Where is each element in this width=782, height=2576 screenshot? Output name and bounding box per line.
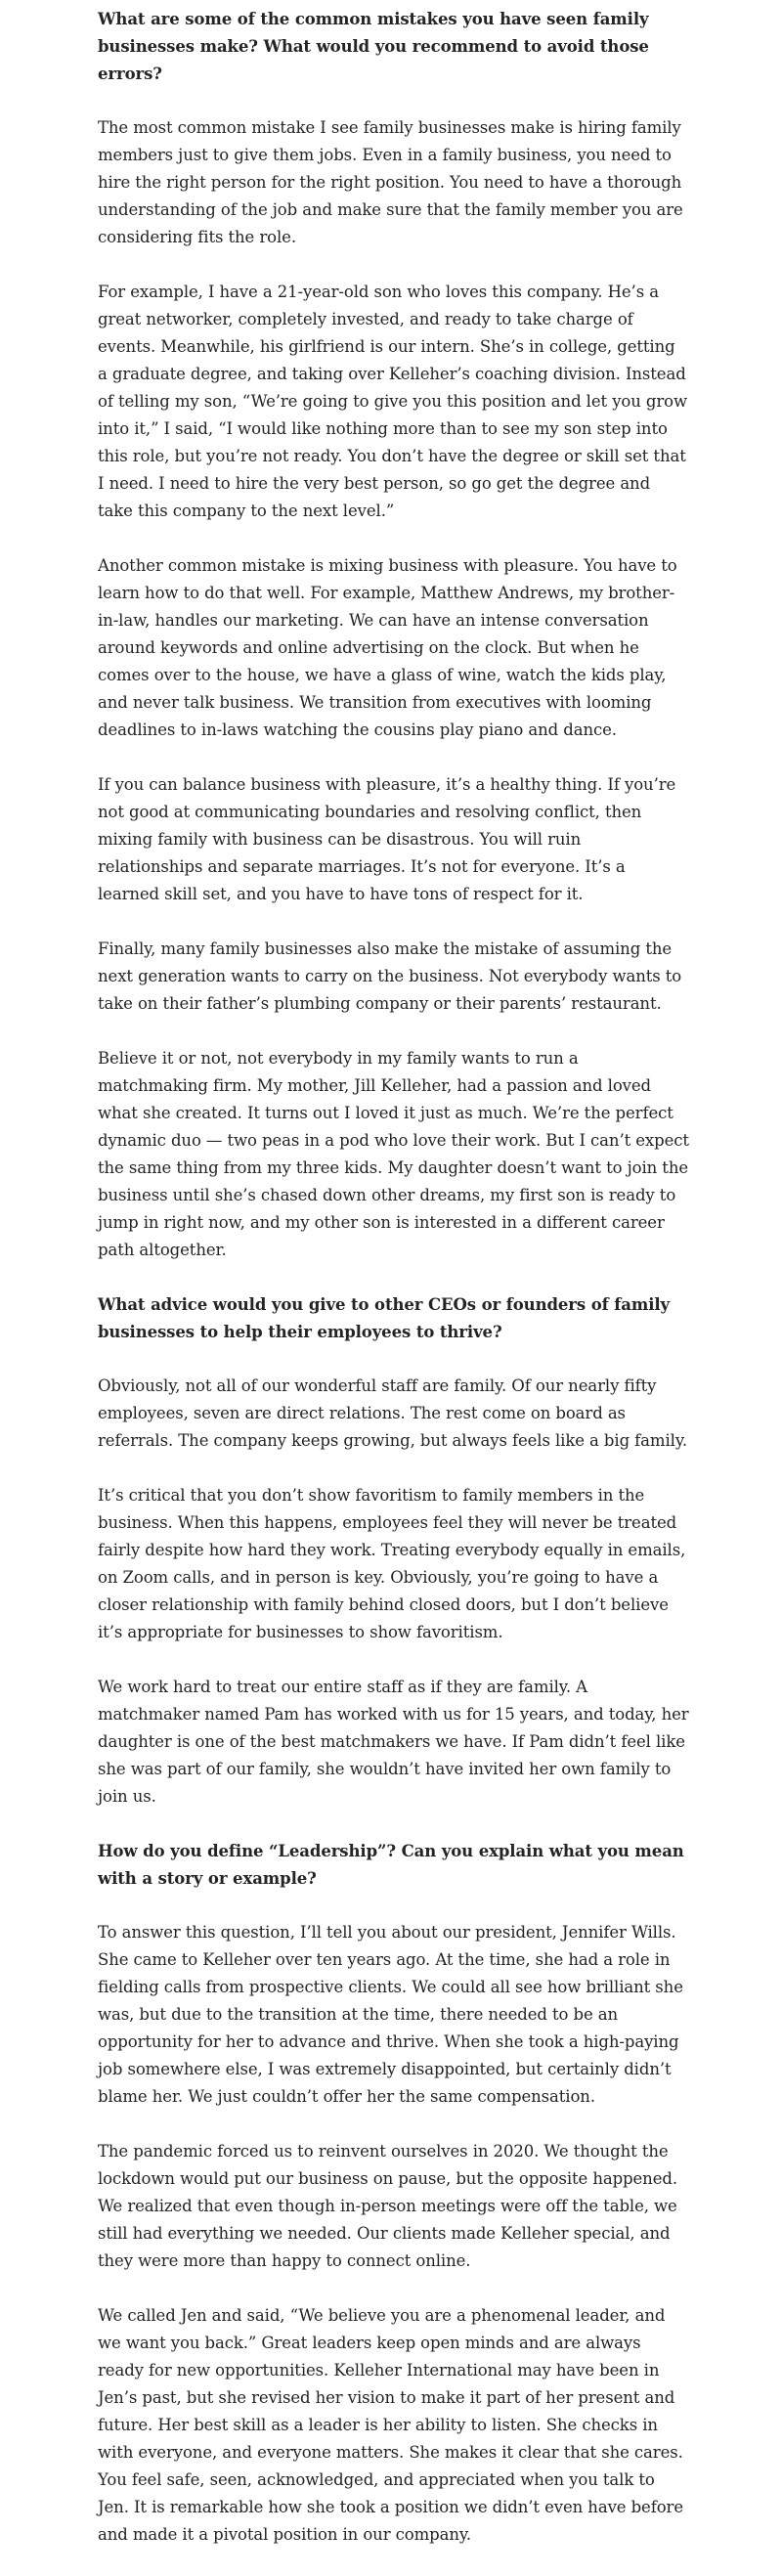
answer-paragraph: The most common mistake I see family businesses make is hiring family members just to give them jobs. Even in a family business, you need to hire the right person for the right position. You need to have a thorough understanding of the job and make sure that the family member you are considering fits the role. xyxy=(98,118,683,246)
interview-question: How do you define “Leadership”? Can you explain what you mean with a story or example? xyxy=(98,1842,684,1888)
answer-paragraph: Obviously, not all of our wonderful staff are family. Of our nearly fifty employees, seven are direct relations. The rest come on board as referrals. The company keeps growing, but always feels like a big family. xyxy=(98,1376,687,1450)
answer-paragraph: We work hard to treat our entire staff as if they are family. A matchmaker named Pam has worked with us for 15 years, and today, her daughter is one of the best matchmakers we have. If Pam didn’t feel like she was part of our family, she wouldn’t have invited her own family to join us. xyxy=(98,1678,689,1806)
answer-paragraph: To answer this question, I’ll tell you about our president, Jennifer Wills. She came to Kelleher over ten years ago. At the time, she had a role in fielding calls from prospective clients. We could all see how brilliant she was, but due to the transition at the time, there needed to be an opportunity for her to advance and thrive. When she took a high-paying job somewhere else, I was extremely disappointed, but certainly didn’t blame her. We just couldn’t offer her the same compensation. xyxy=(98,1923,683,2106)
answer-paragraph: It’s critical that you don’t show favoritism to family members in the business. When this happens, employees feel they will never be treated fairly despite how hard they work. Treating everybody equally in emails, on Zoom calls, and in person is key. Obviously, you’re going to have a closer relationship with family behind closed doors, but I don’t believe it’s appropriate for businesses to show favoritism. xyxy=(98,1486,686,1641)
article-body xyxy=(98,0,689,2576)
answer-paragraph: Another common mistake is mixing business with pleasure. You have to learn how to do that well. For example, Matthew Andrews, my brother-in-law, handles our marketing. We can have an intense conversation around keywords and online advertising on the clock. But when he comes over to the house, we have a glass of wine, watch the kids play, and never talk business. We transition from executives with looming deadlines to in-laws watching the cousins play piano and dance. xyxy=(98,556,677,739)
answer-paragraph: The pandemic forced us to reinvent ourselves in 2020. We thought the lockdown would put our business on pause, but the opposite happened. We realized that even though in-person meetings were off the table, we still had everything we needed. Our clients made Kelleher special, and they were more than happy to connect online. xyxy=(98,2142,677,2270)
answer-paragraph: We called Jen and said, “We believe you are a phenomenal leader, and we want you back.” Great leaders keep open minds and are always ready for new opportunities. Kelleher International may have been in Jen’s past, but she revised her vision to make it part of her present and future. Her best skill as a leader is her ability to listen. She checks in with everyone, and everyone matters. She makes it clear that she cares. You feel safe, seen, acknowledged, and appreciated when you talk to Jen. It is remarkable how she took a position we didn’t even have before and made it a pivotal position in our company. xyxy=(98,2306,684,2544)
answer-paragraph: Finally, many family businesses also make the mistake of assuming the next generation wants to carry on the business. Not everybody wants to take on their father’s plumbing company or their parents’ restaurant. xyxy=(98,939,682,1013)
answer-paragraph: Believe it or not, not everybody in my family wants to run a matchmaking firm. My mother, Jill Kelleher, had a passion and loved what she created. It turns out I loved it just as much. We’re the perfect dynamic duo — two peas in a pod who love their work. But I can’t expect the same thing from my three kids. My daughter doesn’t want to join the business until she’s chased down other dreams, my first son is ready to jump in right now, and my other son is interested in a different career path altogether. xyxy=(98,1049,689,1259)
interview-question: What advice would you give to other CEOs or founders of family businesses to help their employees to thrive? xyxy=(98,1295,671,1341)
answer-paragraph: If you can balance business with pleasure, it’s a healthy thing. If you’re not good at communicating boundaries and resolving conflict, then mixing family with business can be disastrous. You will ruin relationships and separate marriages. It’s not for everyone. It’s a learned skill set, and you have to have tons of respect for it. xyxy=(98,775,676,903)
answer-paragraph: For example, I have a 21-year-old son who loves this company. He’s a great networker, completely invested, and ready to take charge of events. Meanwhile, his girlfriend is our intern. She’s in college, getting a graduate degree, and taking over Kelleher’s coaching division. Instead of telling my son, “We’re going to give you this position and let you grow into it,” I said, “I would like nothing more than to see my son step into this role, but you’re not ready. You don’t have the degree or skill set that I need. I need to hire the very best person, so go get the degree and take this company to the next level.” xyxy=(98,283,688,520)
interview-question: What are some of the common mistakes you have seen family businesses make? What would you recommend to avoid those errors? xyxy=(98,10,649,83)
